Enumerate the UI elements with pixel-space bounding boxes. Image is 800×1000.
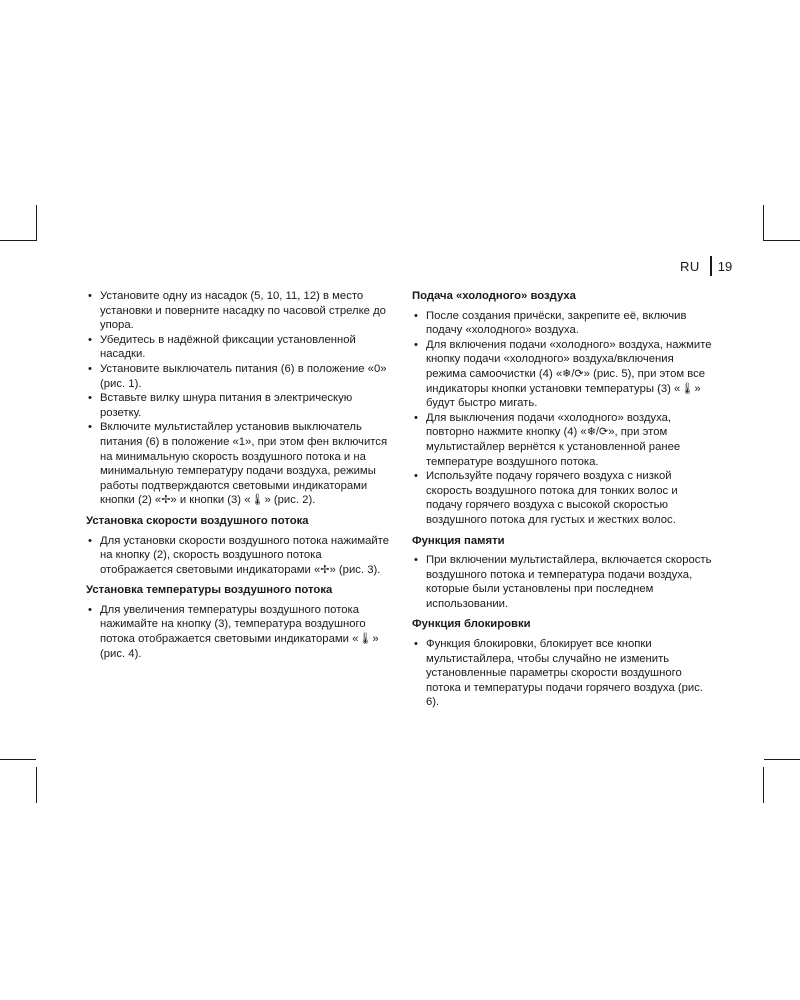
list-item: • После создания причёски, закрепите её, включив подачу «холодного» воздуха. xyxy=(412,309,712,338)
list-item: • Включите мультистайлер установив выключатель питания (6) в положение «1», при этом фен включится на минимальную скорость воздушного потока и на минимальную температуру подачи воздуха, режимы работы подтверждаются световыми индикаторами кнопки (2) «✢» и кнопки (3) «🌡» (рис. 2). xyxy=(86,420,392,508)
cool-clean-icon: ❄/⟳ xyxy=(586,426,609,439)
list-item: • Для включения подачи «холодного» воздуха, нажмите кнопку подачи «холодного» воздуха/включения режима самоочистки (4) «❄/⟳» (рис. 5), при этом все индикаторы кнопки установки температуры (3) «🌡» будут быстро мигать. xyxy=(412,338,712,411)
section-heading: Функция памяти xyxy=(412,534,505,547)
thermometer-icon: 🌡 xyxy=(250,494,265,507)
list-item: • Функция блокировки, блокирует все кнопки мультистайлера, чтобы случайно не изменить установленные параметры скорости воздушного потока и температуры подачи горячего воздуха (рис. 6). xyxy=(412,637,712,710)
left-column xyxy=(86,289,392,661)
right-column xyxy=(412,289,712,710)
cold-air-list xyxy=(412,309,712,528)
fan-icon: ✢ xyxy=(161,494,171,507)
crop-mark xyxy=(764,240,800,241)
list-item: • Для установки скорости воздушного потока нажимайте на кнопку (2), скорость воздушного потока отображается световыми индикаторами «✢» (рис. 3). xyxy=(86,534,392,578)
header-divider xyxy=(710,256,712,276)
crop-mark xyxy=(36,205,37,241)
list-item: • При включении мультистайлера, включается скорость воздушного потока и температура подачи воздуха, которые были установлены при последнем использовании. xyxy=(412,553,712,611)
speed-list xyxy=(86,534,392,578)
crop-mark xyxy=(763,767,764,803)
crop-mark xyxy=(764,759,800,760)
list-item: • Убедитесь в надёжной фиксации установленной насадки. xyxy=(86,333,392,362)
memory-list xyxy=(412,553,712,611)
section-heading: Установка скорости воздушного потока xyxy=(86,514,309,527)
fan-icon: ✢ xyxy=(320,563,330,576)
list-item: • Установите выключатель питания (6) в положение «0» (рис. 1). xyxy=(86,362,392,391)
page-header xyxy=(680,256,732,276)
list-item: • Установите одну из насадок (5, 10, 11, 12) в место установки и поверните насадку по часовой стрелке до упора. xyxy=(86,289,392,333)
thermometer-icon: 🌡 xyxy=(358,633,373,646)
crop-mark xyxy=(0,240,36,241)
lock-list xyxy=(412,637,712,710)
setup-list xyxy=(86,289,392,508)
section-heading: Подача «холодного» воздуха xyxy=(412,290,576,302)
section-heading: Установка температуры воздушного потока xyxy=(86,584,333,597)
thermometer-icon: 🌡 xyxy=(680,382,695,395)
list-item: • Для выключения подачи «холодного» воздуха, повторно нажмите кнопку (4) «❄/⟳», при этом мультистайлер вернётся к установленной ранее температуре воздушного потока. xyxy=(412,411,712,469)
list-item: • Используйте подачу горячего воздуха с низкой скорость воздушного потока для тонких волос и подачу горячего воздуха с высокой скоростью воздушного потока для густых и жестких волос. xyxy=(412,469,712,527)
cool-clean-icon: ❄/⟳ xyxy=(562,367,584,380)
crop-mark xyxy=(0,759,36,760)
page-number: 19 xyxy=(717,258,733,274)
temperature-list xyxy=(86,603,392,661)
list-item: • Для увеличения температуры воздушного потока нажимайте на кнопку (3), температура воздушного потока отображается световыми индикаторами «🌡» (рис. 4). xyxy=(86,603,392,661)
list-item: • Вставьте вилку шнура питания в электрическую розетку. xyxy=(86,391,392,420)
crop-mark xyxy=(36,767,37,803)
crop-mark xyxy=(763,205,764,241)
section-heading: Функция блокировки xyxy=(412,618,531,631)
language-label: RU xyxy=(680,258,700,274)
